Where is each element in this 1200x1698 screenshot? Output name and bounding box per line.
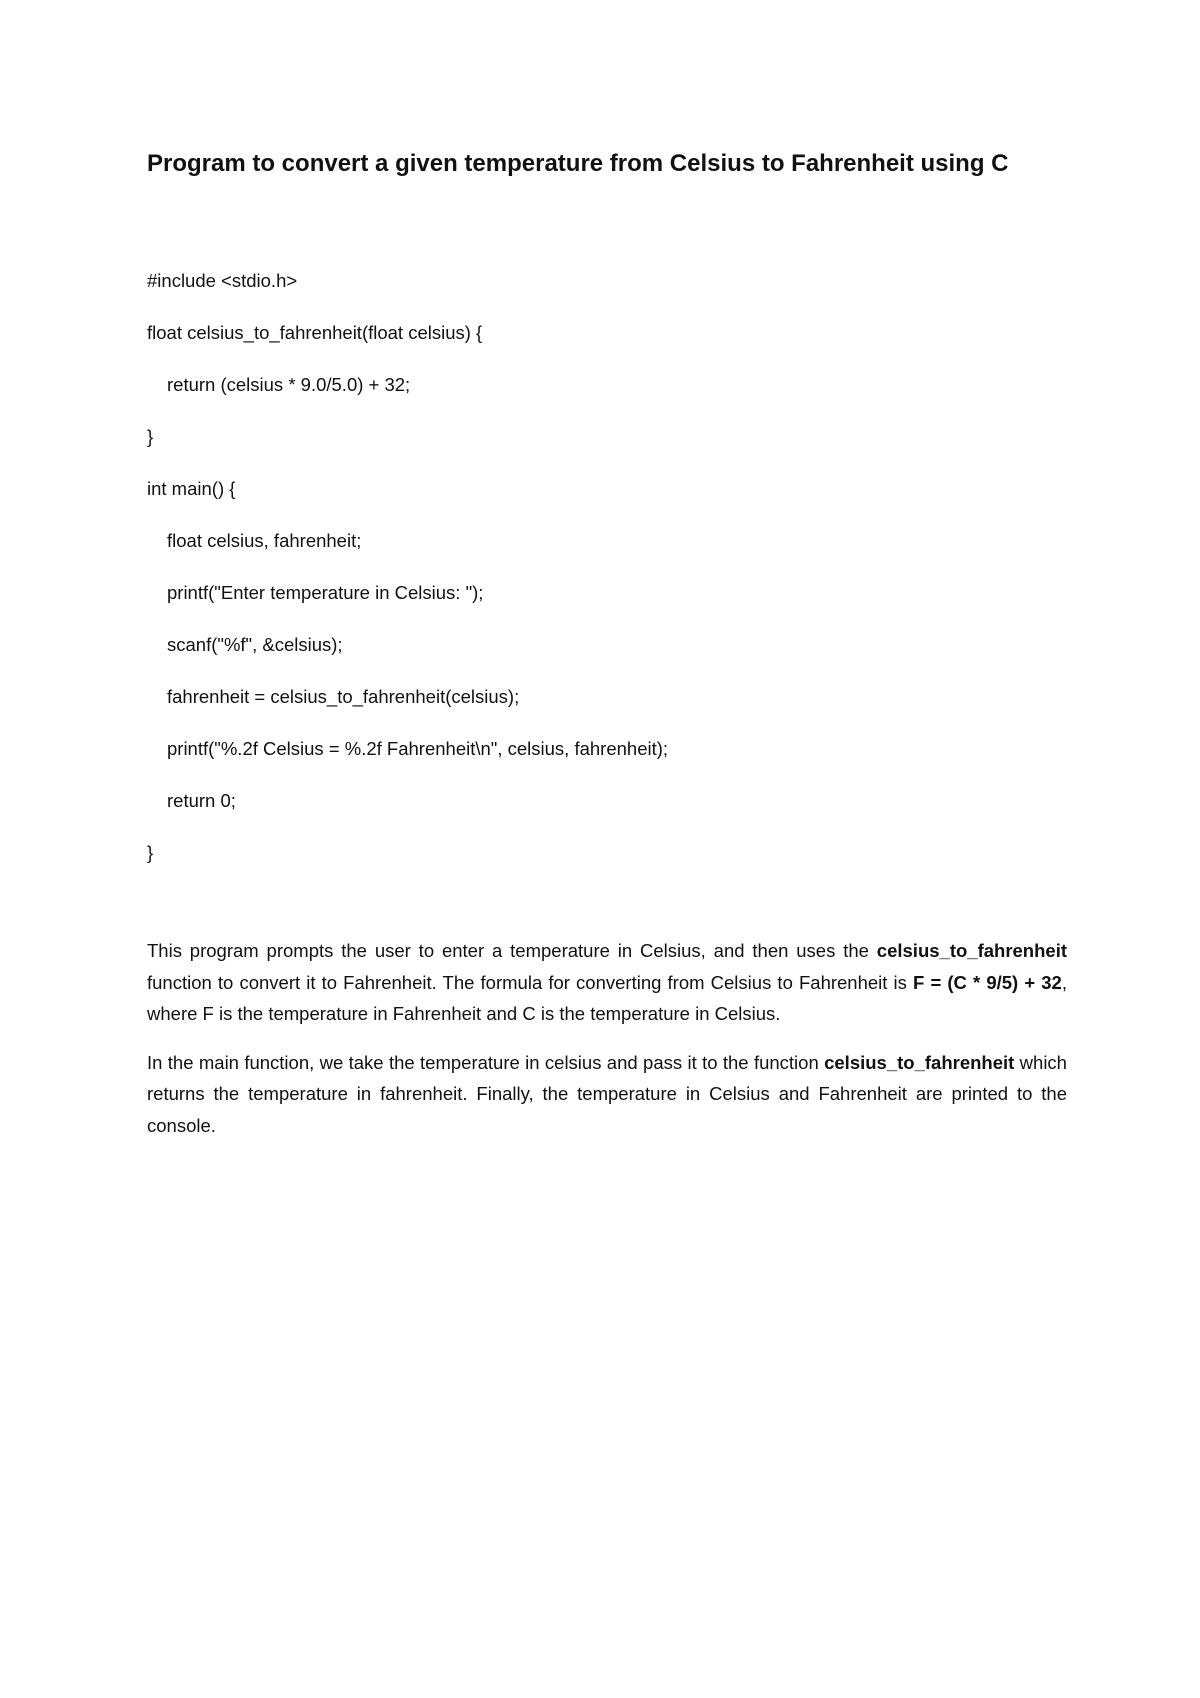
code-line: } xyxy=(147,842,154,863)
code-line: } xyxy=(147,426,154,447)
code-line: fahrenheit = celsius_to_fahrenheit(celsius); xyxy=(167,686,520,707)
explanation-section xyxy=(147,935,1067,1158)
function-name-bold: celsius_to_fahrenheit xyxy=(876,940,1067,961)
document-title: Program to convert a given temperature from Celsius to Fahrenheit using C xyxy=(147,150,1009,177)
paragraph-text: which returns the temperature in fahrenheit. Finally, the temperature in Celsius and Fahrenheit are printed to the console. xyxy=(147,1051,1067,1136)
function-name-bold: celsius_to_fahrenheit xyxy=(824,1051,1015,1073)
paragraph-text: function to convert it to Fahrenheit. The formula for converting from Celsius to Fahrenheit is xyxy=(147,971,914,993)
code-line: printf("Enter temperature in Celsius: "); xyxy=(167,582,484,603)
code-line: return (celsius * 9.0/5.0) + 32; xyxy=(167,374,411,395)
code-line: float celsius_to_fahrenheit(float celsius) { xyxy=(147,322,483,343)
code-line: int main() { xyxy=(147,478,236,499)
code-block xyxy=(147,266,1067,890)
code-line: #include <stdio.h> xyxy=(147,270,298,291)
formula-bold: F = (C * 9/5) + 32 xyxy=(913,971,1062,993)
code-line: printf("%.2f Celsius = %.2f Fahrenheit\n", celsius, fahrenheit); xyxy=(167,738,669,759)
explanation-paragraph-2 xyxy=(147,1047,1067,1142)
paragraph-text: In the main function, we take the temperature in celsius and pass it to the function xyxy=(147,1051,825,1073)
code-line: float celsius, fahrenheit; xyxy=(167,530,362,551)
paragraph-text: , where F is the temperature in Fahrenheit and C is the temperature in Celsius. xyxy=(147,971,1067,1024)
paragraph-text: This program prompts the user to enter a temperature in Celsius, and then uses the xyxy=(147,940,877,961)
explanation-paragraph-1 xyxy=(147,935,1067,1030)
code-line: return 0; xyxy=(167,790,236,811)
code-line: scanf("%f", &celsius); xyxy=(167,634,343,655)
